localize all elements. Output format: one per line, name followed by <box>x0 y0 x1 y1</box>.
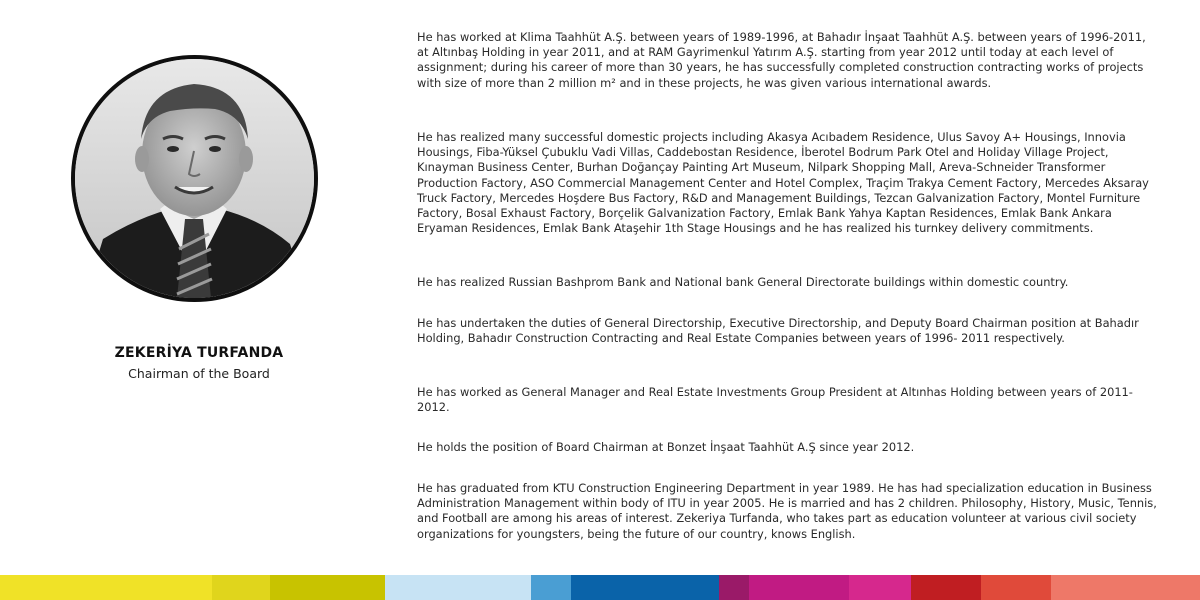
bio-paragraph: He has undertaken the duties of General Directorship, Executive Directorship, and Deputy Board Chairman position at Bahadır Holding, Bahadır Construction Contracting and Real Estate Companies between years of 1996- 2011 respectively. <box>417 316 1139 346</box>
bio-paragraph: He has worked at Klima Taahhüt A.Ş. between years of 1989-1996, at Bahadır İnşaat Taahhüt A.Ş. between years of 1996-2011, at Altınbaş Holding in year 2011, and at RAM Gayrimenkul Yatırım A.Ş. starting from year 2012 until today at each level of assignment; during his career of more than 30 years, he has successfully completed construction contracting works of projects with size of more than 2 million m² and in these projects, he was given various international awards. <box>417 30 1146 90</box>
decorative-color-bar <box>0 575 1200 600</box>
color-bar-segment <box>571 575 719 600</box>
bio-paragraph: He has realized Russian Bashprom Bank and National bank General Directorate buildings within domestic country. <box>417 275 1069 289</box>
color-bar-segment <box>849 575 911 600</box>
color-bar-segment <box>212 575 270 600</box>
bio-paragraph: He holds the position of Board Chairman at Bonzet İnşaat Taahhüt A.Ş since year 2012. <box>417 440 915 454</box>
bio-paragraph: He has graduated from KTU Construction Engineering Department in year 1989. He has had specialization education in Business Administration Management within body of ITU in year 2005. He is married and has 2 children. Philosophy, History, Music, Tennis, and Football are among his areas of interest. Zekeriya Turfanda, who takes part as education volunteer at various civil society organizations for youngsters, being the future of our country, knows English. <box>417 481 1157 541</box>
color-bar-segment <box>749 575 849 600</box>
person-portrait-image <box>75 59 314 298</box>
bio-paragraph: He has worked as General Manager and Real Estate Investments Group President at Altınhas Holding between years of 2011- 2012. <box>417 385 1133 415</box>
color-bar-segment <box>0 575 212 600</box>
person-title: Chairman of the Board <box>128 366 270 381</box>
bio-paragraph: He has realized many successful domestic projects including Akasya Acıbadem Residence, Ulus Savoy A+ Housings, Innovia Housings, Fiba-Yüksel Çubuklu Vadi Villas, Caddebostan Residence, İberotel Bodrum Park Otel and Holiday Village Project, Kınayman Business Center, Burhan Doğançay Painting Art Museum, Nilpark Shopping Mall, Areva-Schneider Transformer Production Factory, ASO Commercial Management Center and Hotel Complex, Traçim Trakya Cement Factory, Mercedes Aksaray Truck Factory, Mercedes Hoşdere Bus Factory, R&D and Management Buildings, Tezcan Galvanization Factory, Montel Furniture Factory, Bosal Exhaust Factory, Borçelik Galvanization Factory, Emlak Bank Yahya Kaptan Residences, Emlak Bank Ankara Eryaman Residences, Emlak Bank Ataşehir 1th Stage Housings and he has realized his turnkey delivery commitments. <box>417 130 1149 236</box>
color-bar-segment <box>911 575 981 600</box>
color-bar-segment <box>270 575 385 600</box>
person-name: ZEKERİYA TURFANDA <box>114 345 284 361</box>
color-bar-segment <box>981 575 1051 600</box>
color-bar-segment <box>719 575 749 600</box>
color-bar-segment <box>531 575 571 600</box>
profile-photo <box>71 55 318 302</box>
color-bar-segment <box>385 575 531 600</box>
color-bar-segment <box>1051 575 1200 600</box>
